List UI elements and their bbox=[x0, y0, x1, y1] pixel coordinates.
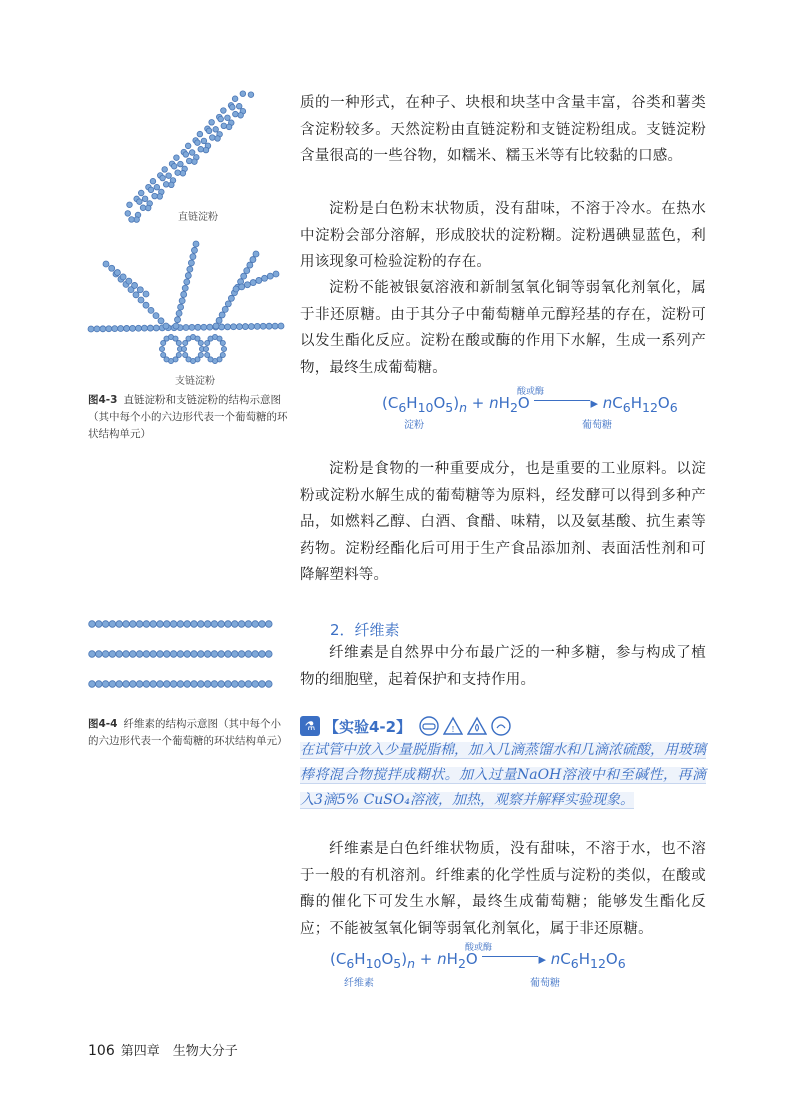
glucose-unit bbox=[209, 120, 215, 126]
glucose-unit bbox=[163, 323, 169, 329]
chapter-title: 第四章 生物大分子 bbox=[120, 1044, 238, 1059]
glucose-unit bbox=[137, 287, 143, 293]
glucose-unit bbox=[116, 621, 123, 628]
glucose-unit bbox=[159, 346, 164, 351]
glucose-unit bbox=[233, 111, 239, 117]
glucose-unit bbox=[211, 651, 218, 658]
glucose-unit bbox=[143, 681, 150, 688]
caption-number: 图4-3 bbox=[88, 394, 118, 406]
glucose-unit bbox=[100, 326, 106, 332]
glucose-unit bbox=[176, 310, 182, 316]
glucose-unit bbox=[136, 325, 142, 331]
glucose-unit bbox=[123, 651, 130, 658]
glucose-unit bbox=[232, 96, 238, 102]
glucose-unit bbox=[169, 182, 175, 188]
glucose-unit bbox=[182, 285, 188, 291]
glucose-unit bbox=[109, 621, 116, 628]
glucose-unit bbox=[102, 681, 109, 688]
paragraph-starch-reactions: 淀粉不能被银氨溶液和新制氢氧化铜等弱氧化剂氧化，属于非还原糖。由于其分子中葡萄糖单元醇羟基的存在，淀粉可以发生酯化反应。淀粉在酸或酶的作用下水解，生成一系列产物，最终生成葡萄糖。 bbox=[300, 280, 706, 376]
glucose-unit bbox=[244, 268, 250, 274]
glucose-unit bbox=[136, 621, 143, 628]
glucose-unit bbox=[254, 323, 260, 329]
heat-warning-icon bbox=[467, 716, 487, 736]
glucose-unit bbox=[143, 291, 149, 297]
glucose-unit bbox=[225, 681, 232, 688]
glucose-unit bbox=[140, 205, 146, 211]
glucose-unit bbox=[250, 257, 256, 263]
glucose-unit bbox=[241, 273, 247, 279]
svg-text:!: ! bbox=[451, 725, 455, 734]
glucose-unit bbox=[184, 279, 190, 285]
glucose-unit bbox=[205, 352, 210, 357]
caption-text: 直链淀粉和支链淀粉的结构示意图（其中每个小的六边形代表一个葡萄糖的环状结构单元） bbox=[88, 394, 288, 440]
glucose-unit bbox=[88, 326, 94, 332]
glucose-unit bbox=[204, 651, 211, 658]
glucose-unit bbox=[164, 651, 171, 658]
glucose-unit bbox=[123, 681, 130, 688]
glucose-unit bbox=[245, 621, 252, 628]
corrosive-warning-icon bbox=[443, 716, 463, 736]
glucose-unit bbox=[180, 170, 186, 176]
glucose-unit bbox=[141, 325, 147, 331]
glucose-unit bbox=[164, 681, 171, 688]
glucose-unit bbox=[154, 184, 160, 190]
reaction-condition: 酸或酶 bbox=[465, 943, 493, 953]
glucose-unit bbox=[216, 317, 222, 323]
glucose-unit bbox=[225, 651, 232, 658]
glucose-unit bbox=[184, 681, 191, 688]
amylopectin-label: 支链淀粉 bbox=[175, 376, 215, 387]
glucose-unit bbox=[102, 621, 109, 628]
glucose-unit bbox=[158, 318, 164, 324]
glucose-unit bbox=[219, 324, 225, 330]
glucose-unit bbox=[157, 194, 163, 200]
glucose-unit bbox=[150, 681, 157, 688]
glucose-unit bbox=[109, 651, 116, 658]
glucose-unit bbox=[262, 275, 268, 281]
glucose-unit bbox=[185, 273, 191, 279]
glucose-unit bbox=[218, 621, 225, 628]
glucose-unit bbox=[256, 277, 262, 283]
reactant-label: 淀粉 bbox=[404, 420, 424, 431]
glucose-unit bbox=[221, 123, 227, 129]
paragraph-cellulose-properties: 纤维素是白色纤维状物质，没有甜味，不溶于水，也不溶于一般的有机溶剂。纤维素的化学性质与淀粉的类似，在酸或酶的催化下可发生水解，最终生成葡萄糖；能够发生酯化反应；不能被氢氧化铜等弱氧化剂氧化，属于非还原糖。 bbox=[300, 841, 706, 937]
glucose-unit bbox=[225, 324, 231, 330]
glucose-unit bbox=[242, 324, 248, 330]
glucose-unit bbox=[181, 346, 186, 351]
glucose-unit bbox=[204, 621, 211, 628]
glucose-unit bbox=[215, 136, 221, 142]
glucose-unit bbox=[116, 651, 123, 658]
glucose-unit bbox=[153, 325, 159, 331]
product-label: 葡萄糖 bbox=[582, 420, 612, 431]
glucose-unit bbox=[153, 313, 159, 319]
glucose-unit bbox=[103, 261, 109, 267]
glucose-unit bbox=[191, 247, 197, 253]
experiment-header bbox=[300, 714, 515, 738]
glucose-unit bbox=[184, 651, 191, 658]
glucose-unit bbox=[198, 681, 205, 688]
glucose-unit bbox=[184, 621, 191, 628]
glucose-unit bbox=[174, 155, 180, 161]
page-footer bbox=[88, 1040, 238, 1059]
glucose-unit bbox=[259, 681, 266, 688]
glucose-unit bbox=[179, 298, 185, 304]
glucose-unit bbox=[247, 262, 253, 268]
glucose-unit bbox=[231, 324, 237, 330]
experiment-title: 【实验4-2】 bbox=[324, 717, 412, 736]
glucose-unit bbox=[136, 681, 143, 688]
glucose-unit bbox=[232, 681, 239, 688]
glucose-unit bbox=[177, 681, 184, 688]
glucose-unit bbox=[260, 323, 266, 329]
handwash-icon bbox=[491, 716, 511, 736]
glucose-unit bbox=[89, 681, 96, 688]
glucose-unit bbox=[96, 621, 103, 628]
glucose-unit bbox=[150, 621, 157, 628]
glucose-unit bbox=[225, 621, 232, 628]
glucose-unit bbox=[130, 325, 136, 331]
glucose-unit bbox=[259, 621, 266, 628]
glucose-unit bbox=[170, 651, 177, 658]
glucose-unit bbox=[221, 346, 226, 351]
glucose-unit bbox=[130, 621, 137, 628]
glucose-unit bbox=[120, 274, 126, 280]
equation-formula: $(C_6H_{10}O_5)_n + nH_2O$ ▸ $nC_6H_{12}O_6$ bbox=[330, 950, 626, 971]
glucose-unit bbox=[233, 286, 239, 292]
glucose-unit bbox=[236, 103, 242, 109]
glucose-unit bbox=[252, 651, 259, 658]
glucose-unit bbox=[164, 621, 171, 628]
glucose-unit bbox=[178, 304, 184, 310]
glucose-unit bbox=[272, 323, 278, 329]
paragraph-starch-uses: 淀粉是食物的一种重要成分，也是重要的工业原料。以淀粉或淀粉水解生成的葡萄糖等为原料，经发酵可以得到多种产品，如燃料乙醇、白酒、食醋、味精，以及氨基酸、抗生素等药物。淀粉经酯化后可用于生产食品添加剂、表面活性剂和可降解塑料等。 bbox=[300, 461, 706, 583]
glucose-unit bbox=[211, 621, 218, 628]
glucose-unit bbox=[185, 143, 191, 149]
glucose-unit bbox=[94, 326, 100, 332]
glucose-unit bbox=[143, 621, 150, 628]
section-title-cellulose: 2．纤维素 bbox=[330, 621, 400, 639]
glucose-unit bbox=[189, 150, 195, 156]
glucose-unit bbox=[181, 291, 187, 297]
glucose-unit bbox=[203, 346, 208, 351]
glucose-unit bbox=[130, 681, 137, 688]
glucose-unit bbox=[114, 270, 120, 276]
glucose-unit bbox=[238, 681, 245, 688]
glucose-unit bbox=[211, 681, 218, 688]
glucose-unit bbox=[192, 159, 198, 165]
figure-caption-4-4 bbox=[88, 716, 288, 750]
glucose-unit bbox=[183, 352, 188, 357]
glucose-unit bbox=[221, 108, 227, 114]
glucose-unit bbox=[191, 621, 198, 628]
experiment-instructions: 在试管中放入少量脱脂棉，加入几滴蒸馏水和几滴浓硫酸，用玻璃棒将混合物搅拌成糊状。加入过量NaOH溶液中和至碱性，再滴入3滴5% CuSO₄溶液，加热，观察并解释实验现象。 bbox=[300, 742, 706, 808]
glucose-unit bbox=[198, 146, 204, 152]
glucose-unit bbox=[161, 352, 166, 357]
glucose-unit bbox=[116, 681, 123, 688]
glucose-unit bbox=[96, 681, 103, 688]
glucose-unit bbox=[232, 651, 239, 658]
glucose-unit bbox=[152, 193, 158, 199]
glucose-unit bbox=[244, 282, 250, 288]
glucose-unit bbox=[163, 182, 169, 188]
glucose-unit bbox=[143, 302, 149, 308]
equation-formula: $(C_6H_{10}O_5)_n + nH_2O$ ▸ $nC_6H_{12}O_6$ bbox=[382, 394, 678, 415]
glucose-unit bbox=[245, 681, 252, 688]
glucose-unit bbox=[173, 323, 179, 329]
glucose-unit bbox=[175, 317, 181, 323]
glucose-unit bbox=[195, 140, 201, 146]
starch-hydrolysis-equation bbox=[382, 384, 678, 431]
glucose-unit bbox=[245, 651, 252, 658]
glucose-unit bbox=[106, 326, 112, 332]
amylose-label: 直链淀粉 bbox=[178, 212, 218, 223]
glucose-unit bbox=[238, 621, 245, 628]
glucose-unit bbox=[198, 651, 205, 658]
glucose-unit bbox=[148, 187, 154, 193]
glucose-unit bbox=[266, 621, 273, 628]
glucose-unit bbox=[147, 325, 153, 331]
glucose-unit bbox=[218, 116, 224, 122]
glucose-unit bbox=[89, 651, 96, 658]
glucose-unit bbox=[193, 241, 199, 247]
glucose-unit bbox=[238, 651, 245, 658]
glucose-unit bbox=[176, 340, 181, 345]
glucose-unit bbox=[266, 651, 273, 658]
glucose-unit bbox=[125, 211, 131, 217]
glucose-unit bbox=[201, 324, 207, 330]
glucose-unit bbox=[162, 167, 168, 173]
glucose-unit bbox=[138, 190, 144, 196]
glucose-unit bbox=[220, 340, 225, 345]
glucose-unit bbox=[250, 280, 256, 286]
glucose-unit bbox=[109, 681, 116, 688]
glucose-unit bbox=[253, 251, 259, 257]
paragraph-starch-sources: 质的一种形式，在种子、块根和块茎中含量丰富，谷类和薯类含淀粉较多。天然淀粉由直链淀粉和支链淀粉组成。支链淀粉含量很高的一些谷物，如糯米、糯玉米等有比较黏的口感。 bbox=[300, 95, 706, 164]
glucose-unit bbox=[136, 651, 143, 658]
glucose-unit bbox=[187, 266, 193, 272]
glucose-unit bbox=[240, 91, 246, 97]
glucose-unit bbox=[198, 340, 203, 345]
glucose-unit bbox=[248, 323, 254, 329]
glucose-unit bbox=[126, 278, 132, 284]
glucose-unit bbox=[170, 681, 177, 688]
glucose-unit bbox=[157, 681, 164, 688]
glucose-unit bbox=[259, 651, 266, 658]
glucose-unit bbox=[252, 681, 259, 688]
glucose-unit bbox=[236, 324, 242, 330]
cellulose-diagram bbox=[86, 616, 276, 696]
glucose-unit bbox=[191, 681, 198, 688]
glucose-unit bbox=[175, 170, 181, 176]
glucose-unit bbox=[209, 135, 215, 141]
glucose-unit bbox=[219, 312, 225, 318]
glucose-unit bbox=[226, 124, 232, 130]
caption-text: 纤维素的结构示意图（其中每个小的六边形代表一个葡萄糖的环状结构单元） bbox=[88, 718, 288, 747]
experiment-icon: ⚗ bbox=[300, 716, 320, 736]
glucose-unit bbox=[201, 138, 207, 144]
glucose-unit bbox=[239, 284, 245, 290]
glucose-unit bbox=[204, 681, 211, 688]
glucose-unit bbox=[203, 147, 209, 153]
glucose-unit bbox=[96, 651, 103, 658]
glucose-unit bbox=[195, 324, 201, 330]
glucose-unit bbox=[232, 621, 239, 628]
glucose-unit bbox=[178, 161, 184, 167]
glucose-unit bbox=[218, 651, 225, 658]
glucose-unit bbox=[148, 307, 154, 313]
glucose-unit bbox=[183, 325, 189, 331]
glucose-unit bbox=[218, 681, 225, 688]
glucose-unit bbox=[102, 651, 109, 658]
glucose-unit bbox=[267, 273, 273, 279]
glucose-unit bbox=[124, 325, 130, 331]
page-number: 106 bbox=[88, 1043, 115, 1059]
glucose-unit bbox=[213, 323, 219, 329]
goggles-icon bbox=[419, 716, 439, 736]
glucose-unit bbox=[207, 324, 213, 330]
glucose-unit bbox=[206, 128, 212, 134]
glucose-unit bbox=[112, 326, 118, 332]
glucose-unit bbox=[198, 621, 205, 628]
glucose-unit bbox=[225, 301, 231, 307]
glucose-unit bbox=[170, 621, 177, 628]
glucose-unit bbox=[188, 260, 194, 266]
glucose-unit bbox=[123, 621, 130, 628]
glucose-unit bbox=[157, 651, 164, 658]
glucose-unit bbox=[183, 152, 189, 158]
glucose-unit bbox=[225, 115, 231, 121]
glucose-unit bbox=[89, 621, 96, 628]
glucose-unit bbox=[228, 295, 234, 301]
glucose-unit bbox=[160, 175, 166, 181]
paragraph-cellulose-intro: 纤维素是自然界中分布最广泛的一种多糖，参与构成了植物的细胞壁，起着保护和支持作用。 bbox=[300, 645, 706, 688]
glucose-unit bbox=[137, 199, 143, 205]
reactant-label: 纤维素 bbox=[344, 978, 374, 989]
glucose-unit bbox=[150, 178, 156, 184]
glucose-unit bbox=[266, 323, 272, 329]
glucose-unit bbox=[166, 173, 172, 179]
reaction-condition: 酸或酶 bbox=[517, 387, 545, 397]
glucose-unit bbox=[127, 202, 133, 208]
glucose-unit bbox=[132, 282, 138, 288]
glucose-unit bbox=[109, 265, 115, 271]
glucose-unit bbox=[129, 217, 135, 223]
glucose-unit bbox=[278, 323, 284, 329]
amylopectin-diagram bbox=[86, 234, 286, 374]
glucose-unit bbox=[142, 196, 148, 202]
glucose-unit bbox=[189, 324, 195, 330]
paragraph-starch-properties: 淀粉是白色粉末状物质，没有甜味，不溶于冷水。在热水中淀粉会部分溶解，形成胶状的淀粉糊。淀粉遇碘显蓝色，利用该现象可检验淀粉的存在。 bbox=[300, 201, 706, 270]
glucose-unit bbox=[157, 621, 164, 628]
glucose-unit bbox=[222, 306, 228, 312]
glucose-unit bbox=[177, 651, 184, 658]
glucose-unit bbox=[118, 326, 124, 332]
glucose-unit bbox=[266, 681, 273, 688]
glucose-unit bbox=[248, 92, 254, 98]
glucose-unit bbox=[143, 651, 150, 658]
glucose-unit bbox=[177, 621, 184, 628]
glucose-unit bbox=[190, 254, 196, 260]
glucose-unit bbox=[213, 127, 219, 133]
glucose-unit bbox=[130, 651, 137, 658]
glucose-unit bbox=[171, 163, 177, 169]
glucose-unit bbox=[252, 621, 259, 628]
caption-number: 图4-4 bbox=[88, 718, 118, 730]
glucose-unit bbox=[197, 131, 203, 137]
glucose-unit bbox=[150, 651, 157, 658]
glucose-unit bbox=[273, 271, 279, 277]
glucose-unit bbox=[238, 112, 244, 118]
figure-caption-4-3 bbox=[88, 392, 288, 443]
glucose-unit bbox=[186, 158, 192, 164]
glucose-unit bbox=[230, 104, 236, 110]
glucose-unit bbox=[191, 651, 198, 658]
glucose-unit bbox=[138, 297, 144, 303]
glucose-unit bbox=[133, 292, 139, 298]
product-label: 葡萄糖 bbox=[530, 978, 560, 989]
cellulose-hydrolysis-equation bbox=[330, 940, 626, 989]
